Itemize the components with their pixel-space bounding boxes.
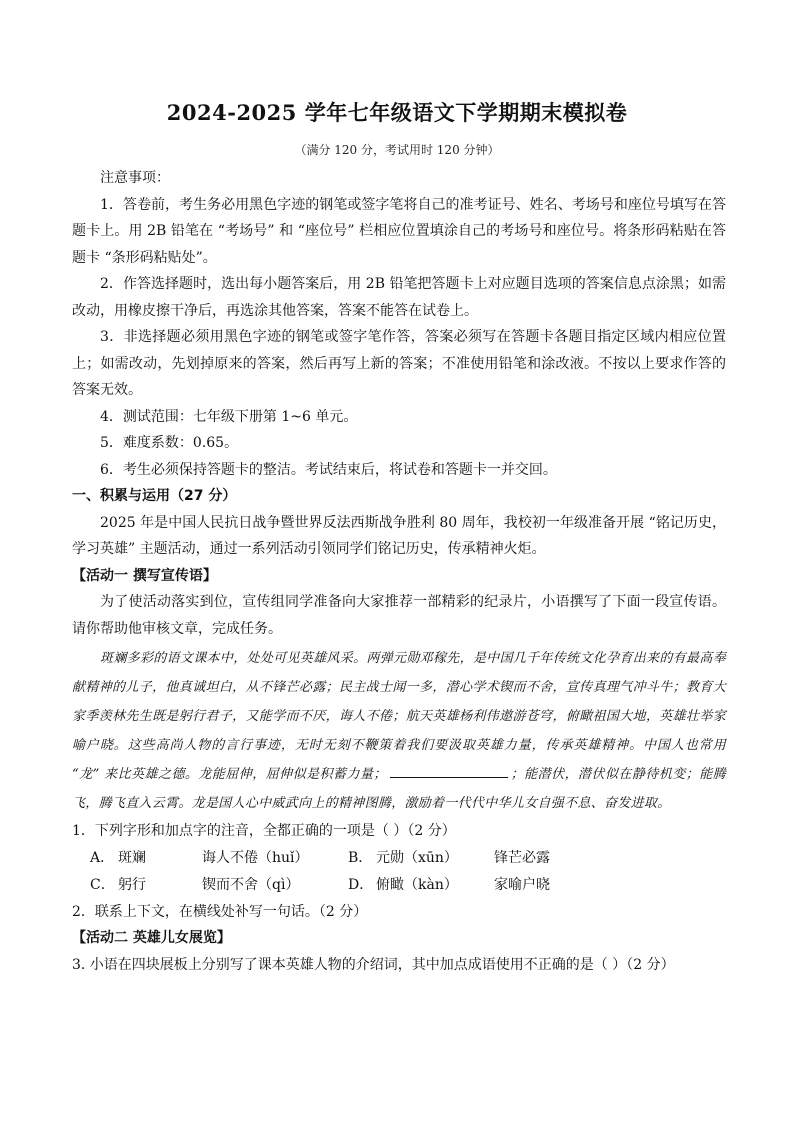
notice-item: 4．测试范围：七年级下册第 1~6 单元。 — [100, 408, 358, 425]
page-title: 2024-2025 学年七年级语文下学期期末模拟卷 — [166, 100, 628, 125]
notice-item: 6．考生必须保持答题卡的整洁。考试结束后，将试卷和答题卡一并交回。 — [100, 461, 557, 478]
passage-text: ；能潜伏，潜伏似在静待机变；能腾飞，腾飞直入云霄。龙是国人心中威武向上的精神图腾，激励着一代代中华儿女自强不息、奋发进取。 — [72, 767, 726, 811]
question-1-options — [72, 845, 726, 899]
option-letter: C． — [90, 876, 115, 893]
notice-item: 5．难度系数：0.65。 — [100, 435, 239, 451]
passage-text: 斑斓多彩的语文课本中，处处可见英雄风采。两弹元勋邓稼先，是中国几千年传统文化孕育出来的有最高奉献精神的儿子，他真诚坦白，从不锋芒必露；民主战士闻一多，潜心学术锲而不舍，宣传真理气冲斗牛；教育大家季羡林先生既是躬行君子，又能学而不厌，诲人不倦；航天英雄杨利伟遨游苍穹，俯瞰祖国大地，英雄壮举家喻户晓。这些高尚人物的言行事迹，无时无刻不鞭策着我们要汲取英雄力量，传承英雄精神。中国人也常用 “龙” 来比英雄之德。龙能屈伸，屈伸似是积蓄力量； — [72, 651, 726, 782]
option-word: 锋芒必露 — [494, 849, 550, 866]
answer-blank[interactable] — [390, 763, 508, 778]
activity-intro: 为了使活动落实到位，宣传组同学准备向大家推荐一部精彩的纪录片，小语撰写了下面一段宣传语。请你帮助他审核文章，完成任务。 — [72, 594, 726, 637]
option-c[interactable] — [90, 872, 348, 899]
option-a[interactable] — [90, 845, 348, 872]
option-word: 锲而不舍（qì） — [202, 876, 300, 893]
exam-content — [72, 165, 726, 978]
question-1-stem: 1．下列字形和加点字的注音，全都正确的一项是（ ）（2 分） — [72, 823, 456, 839]
activity-heading: 【活动一 撰写宣传语】 — [72, 567, 217, 584]
options-row — [90, 872, 726, 899]
activity-heading: 【活动二 英雄儿女展览】 — [72, 930, 231, 946]
options-row — [90, 845, 726, 872]
notice-heading: 注意事项： — [100, 170, 170, 186]
notice-item: 3．非选择题必须用黑色字迹的钢笔或签字笔作答，答案必须写在答题卡各题目指定区域内相应位置上；如需改动，先划掉原来的答案，然后再写上新的答案；不准使用铅笔和涂改液。不按以上要求作答的答案无效。 — [72, 329, 726, 398]
section-heading: 一、积累与运用（27 分） — [72, 488, 237, 504]
question-3-stem: 3. 小语在四块展板上分别写了课本英雄人物的介绍词，其中加点成语使用不正确的是（ ）（2 分） — [72, 956, 675, 973]
promo-passage — [72, 644, 726, 818]
option-word: 俯瞰（kàn） — [376, 876, 458, 893]
option-letter: B． — [348, 849, 373, 866]
notice-item: 2．作答选择题时，选出每小题答案后，用 2B 铅笔把答题卡上对应题目选项的答案信息点涂黑；如需改动，用橡皮擦干净后，再选涂其他答案，答案不能答在试卷上。 — [72, 276, 726, 319]
option-word: 家喻户晓 — [494, 876, 550, 893]
option-b[interactable] — [348, 845, 606, 872]
option-letter: A． — [90, 849, 115, 866]
option-word: 斑斓 — [118, 849, 146, 866]
question-2-stem: 2．联系上下文，在横线处补写一句话。（2 分） — [72, 903, 368, 920]
option-d[interactable] — [348, 872, 606, 899]
section-intro: 2025 年是中国人民抗日战争暨世界反法西斯战争胜利 80 周年，我校初一年级准备开展 “铭记历史，学习英雄” 主题活动，通过一系列活动引领同学们铭记历史，传承精神火炬。 — [72, 514, 726, 557]
page-subtitle: （满分 120 分，考试用时 120 分钟） — [294, 143, 500, 157]
option-word: 元勋（xūn） — [376, 849, 458, 866]
option-word: 躬行 — [118, 876, 146, 893]
option-letter: D． — [348, 876, 374, 893]
option-word: 诲人不倦（huǐ） — [202, 849, 309, 866]
notice-item: 1．答卷前，考生务必用黑色字迹的钢笔或签字笔将自己的准考证号、姓名、考场号和座位号填写在答题卡上。用 2B 铅笔在 “考场号” 和 “座位号” 栏相应位置填涂自己的考场号和座位号。将条形码粘贴在答题卡 “条形码粘贴处”。 — [72, 196, 726, 266]
